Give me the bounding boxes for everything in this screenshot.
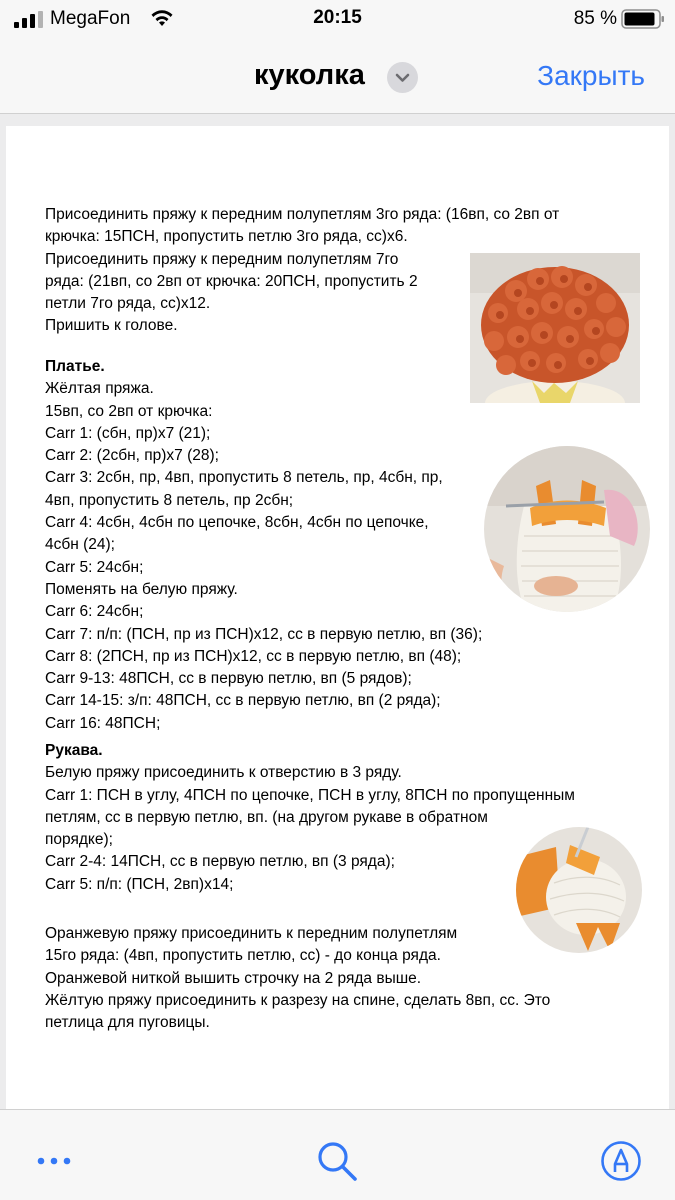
carrier-name: MegaFon bbox=[50, 8, 131, 29]
document-viewer[interactable] bbox=[0, 114, 675, 1109]
text-line: Жёлтая пряжа. bbox=[45, 380, 154, 398]
title-menu-button[interactable] bbox=[387, 62, 418, 93]
text-line: Carr 2-4: 14ПСН, сс в первую петлю, вп (3 ряда); bbox=[45, 853, 395, 871]
battery-icon bbox=[621, 9, 665, 29]
text-line: Carr 14-15: з/п: 48ПСН, сс в первую петлю, вп (2 ряда); bbox=[45, 692, 441, 710]
paragraph-finishing bbox=[45, 923, 550, 1034]
more-icon[interactable] bbox=[36, 1156, 72, 1166]
markup-icon[interactable] bbox=[600, 1140, 642, 1182]
text-line: Пришить к голове. bbox=[45, 317, 178, 335]
next-document-page bbox=[6, 1080, 669, 1109]
text-line: 15вп, со 2вп от крючка: bbox=[45, 402, 213, 420]
text-line: Carr 5: 24сбн; bbox=[45, 558, 144, 576]
text-line: Carr 8: (2ПСН, пр из ПСН)x12, сс в первую петлю, вп (48); bbox=[45, 647, 462, 665]
text-line: порядке); bbox=[45, 831, 113, 849]
text-line: Carr 3: 2сбн, пр, 4вп, пропустить 8 петель, пр, 4сбн, пр, bbox=[45, 469, 443, 487]
text-line: петли 7го ряда, сс)x12. bbox=[45, 295, 211, 313]
text-line: Оранжевой ниткой вышить строчку на 2 ряда выше. bbox=[45, 969, 422, 987]
status-bar bbox=[0, 0, 675, 40]
navigation-bar bbox=[0, 40, 675, 114]
text-line: ряда: (21вп, со 2вп от крючка: 20ПСН, пропустить 2 bbox=[45, 272, 418, 290]
text-line: Поменять на белую пряжу. bbox=[45, 580, 238, 598]
text-line: Жёлтую пряжу присоединить к разрезу на спине, сделать 8вп, сс. Это bbox=[45, 991, 551, 1009]
text-line: Carr 2: (2сбн, пр)x7 (28); bbox=[45, 447, 219, 465]
text-line: Carr 16: 48ПСН; bbox=[45, 714, 161, 732]
sleeve-photo bbox=[516, 827, 642, 953]
paragraph-dress bbox=[45, 356, 482, 735]
battery-percentage: 85 % bbox=[573, 8, 617, 29]
text-line: петлям, сс в первую петлю, вп. (на другом рукаве в обратном bbox=[45, 808, 488, 826]
text-line: Присоединить пряжу к передним полупетлям 7го bbox=[45, 250, 399, 268]
close-button[interactable]: Закрыть bbox=[537, 60, 645, 91]
section-heading-dress: Платье. bbox=[45, 358, 105, 375]
text-line: 15го ряда: (4вп, пропустить петлю, сс) - до конца ряда. bbox=[45, 947, 441, 965]
chevron-down-icon bbox=[387, 62, 418, 93]
text-line: Carr 9-13: 48ПСН, сс в первую петлю, вп (5 рядов); bbox=[45, 670, 412, 688]
section-heading-sleeves: Рукава. bbox=[45, 742, 103, 759]
text-line: Carr 1: (сбн, пр)x7 (21); bbox=[45, 424, 211, 442]
text-line: крючка: 15ПСН, пропустить петлю 3го ряда, сс)x6. bbox=[45, 228, 408, 246]
hair-photo bbox=[470, 253, 640, 403]
document-page bbox=[6, 126, 669, 1084]
paragraph-sleeves bbox=[45, 740, 575, 896]
status-time: 20:15 bbox=[313, 7, 362, 28]
text-line: Carr 6: 24сбн; bbox=[45, 603, 144, 621]
text-line: петлица для пуговицы. bbox=[45, 1014, 210, 1032]
document-title[interactable]: куколка bbox=[254, 59, 365, 91]
text-line: Оранжевую пряжу присоединить к передним полупетлям bbox=[45, 925, 458, 942]
bottom-toolbar bbox=[0, 1109, 675, 1200]
text-line: Carr 1: ПСН в углу, 4ПСН по цепочке, ПСН в углу, 8ПСН по пропущенным bbox=[45, 786, 575, 804]
text-line: Carr 4: 4сбн, 4сбн по цепочке, 8сбн, 4сбн по цепочке, bbox=[45, 514, 429, 532]
text-line: 4сбн (24); bbox=[45, 536, 115, 554]
dress-photo bbox=[484, 446, 650, 612]
search-icon[interactable] bbox=[316, 1140, 358, 1182]
text-line: Присоединить пряжу к передним полупетлям 3го ряда: (16вп, со 2вп от bbox=[45, 206, 560, 223]
text-line: 4вп, пропустить 8 петель, пр 2сбн; bbox=[45, 491, 294, 509]
text-line: Carr 7: п/п: (ПСН, пр из ПСН)x12, сс в первую петлю, вп (36); bbox=[45, 625, 483, 643]
text-line: Белую пряжу присоединить к отверстию в 3 ряду. bbox=[45, 764, 402, 782]
text-line: Carr 5: п/п: (ПСН, 2вп)x14; bbox=[45, 875, 234, 893]
